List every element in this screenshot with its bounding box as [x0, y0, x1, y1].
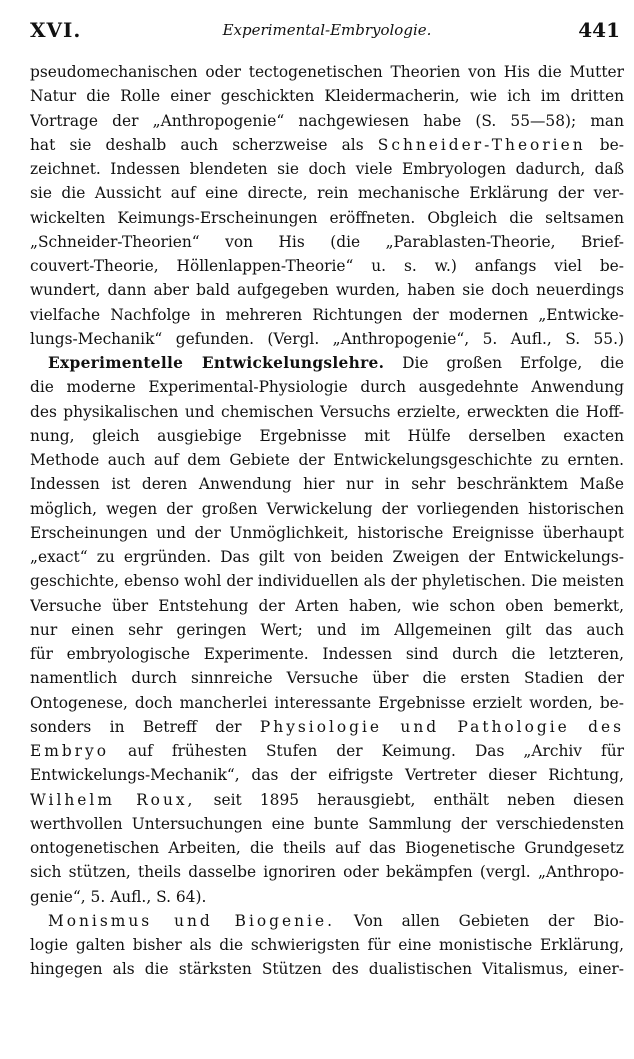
text-line: vielfache Nachfolge in mehreren Richtungen der modernen „Entwicke-	[30, 305, 624, 324]
text-line: pseudomechanischen oder tectogenetischen Theorien von His die Mutter	[30, 63, 624, 81]
text-fragment: auf frühesten Stufen der Keimung. Das „Archiv für	[128, 742, 624, 760]
text-line: des physikalischen und chemischen Versuchs erzielte, erweckten die Hoff-	[30, 402, 624, 421]
running-title: Experimental-Embryologie.	[222, 21, 432, 39]
text-line	[30, 909, 624, 933]
text-line: genie“, 5. Aufl., S. 64).	[30, 887, 207, 906]
spaced-term: Schneider-Theorien	[377, 135, 586, 154]
text-line: sich stützen, theils dasselbe ignoriren oder bekämpfen (vergl. „Anthropo-	[30, 863, 624, 882]
page-body	[30, 60, 624, 982]
text-line: ontogenetischen Arbeiten, die theils auf das Biogenetische Grundgesetz	[30, 839, 624, 857]
text-line: Vortrage der „Anthropogenie“ nachgewiesen habe (S. 55—58); man	[30, 111, 624, 130]
text-line: die moderne Experimental-Physiologie durch ausgedehnte Anwendung	[30, 378, 624, 397]
section-heading: Monismus und Biogenie.	[48, 911, 335, 930]
paragraph-monismus-und-biogenie	[30, 909, 624, 982]
spaced-term: des	[588, 717, 624, 736]
text-line: nung, gleich ausgiebige Ergebnisse mit Hülfe derselben exacten	[30, 426, 624, 445]
text-line: werthvollen Untersuchungen eine bunte Sammlung der verschiedensten	[30, 814, 624, 833]
spaced-term: und	[400, 717, 440, 736]
text-line: „Schneider-Theorien“ von His (die „Parablasten-Theorie, Brief-	[30, 232, 624, 251]
page-number: 441	[578, 18, 620, 42]
text-fragment: Die großen Erfolge, die	[402, 354, 624, 372]
text-line: wickelten Keimungs-Erscheinungen eröffneten. Obgleich die seltsamen	[30, 208, 624, 227]
text-line	[30, 788, 624, 812]
text-line: zeichnet. Indessen blendeten sie doch viele Embryologen dadurch, daß	[30, 160, 624, 178]
paragraph-experimentelle-entwickelungslehre	[30, 351, 624, 909]
text-line: Methode auch auf dem Gebiete der Entwickelungsgeschichte zu ernten.	[30, 451, 624, 469]
text-line: logie galten bisher als die schwierigsten für eine monistische Erklärung,	[30, 936, 624, 954]
section-heading: Experimentelle Entwickelungslehre.	[48, 354, 385, 372]
text-line: möglich, wegen der großen Verwickelung der vorliegenden historischen	[30, 499, 624, 518]
text-line	[30, 133, 624, 157]
text-line: „exact“ zu ergründen. Das gilt von beiden Zweigen der Entwickelungs-	[30, 548, 624, 566]
spaced-term: Pathologie	[457, 717, 570, 736]
chapter-number: XVI.	[30, 18, 82, 42]
spaced-term: Physiologie	[259, 717, 383, 736]
text-fragment: hat sie deshalb auch scherzweise als	[30, 135, 364, 154]
text-line	[30, 715, 624, 739]
text-line: wundert, dann aber bald aufgegeben wurden, haben sie doch neuerdings	[30, 281, 624, 300]
spaced-term: Wilhelm Roux,	[30, 790, 196, 809]
text-line: hingegen als die stärksten Stützen des dualistischen Vitalismus, einer-	[30, 960, 624, 979]
text-line: Entwickelungs-Mechanik“, das der eifrigste Vertreter dieser Richtung,	[30, 766, 624, 785]
text-line: geschichte, ebenso wohl der individuellen als der phyletischen. Die meisten	[30, 572, 624, 591]
text-line: Indessen ist deren Anwendung hier nur in sehr beschränktem Maße	[30, 475, 624, 494]
text-line: couvert-Theorie, Höllenlappen-Theorie“ u. s. w.) anfangs viel be-	[30, 257, 624, 275]
text-line: für embryologische Experimente. Indessen sind durch die letzteren,	[30, 645, 624, 663]
text-fragment: seit 1895 herausgiebt, enthält neben diesen	[213, 790, 624, 809]
text-fragment: Von allen Gebieten der Bio-	[353, 911, 624, 930]
text-line: lungs-Mechanik“ gefunden. (Vergl. „Anthropogenie“, 5. Aufl., S. 55.)	[30, 329, 624, 348]
text-line	[30, 739, 624, 763]
text-line: Erscheinungen und der Unmöglichkeit, historische Ereignisse überhaupt	[30, 523, 624, 542]
text-line	[30, 351, 624, 375]
text-line: Versuche über Entstehung der Arten haben, wie schon oben bemerkt,	[30, 596, 624, 615]
text-line: Ontogenese, doch mancherlei interessante Ergebnisse erzielt worden, be-	[30, 693, 624, 712]
text-fragment: be-	[599, 135, 624, 154]
paragraph-schneider-theorien	[30, 60, 624, 351]
text-line: namentlich durch sinnreiche Versuche über die ersten Stadien der	[30, 669, 624, 688]
text-line: nur einen sehr geringen Wert; und im Allgemeinen gilt das auch	[30, 620, 624, 639]
text-fragment: sonders in Betreff der	[30, 717, 242, 736]
text-line: sie die Aussicht auf eine directe, rein mechanische Erklärung der ver-	[30, 184, 624, 203]
running-header	[30, 18, 624, 48]
text-line: Natur die Rolle einer geschickten Kleidermacherin, wie ich im dritten	[30, 87, 624, 106]
spaced-term: Embryo	[30, 742, 109, 760]
